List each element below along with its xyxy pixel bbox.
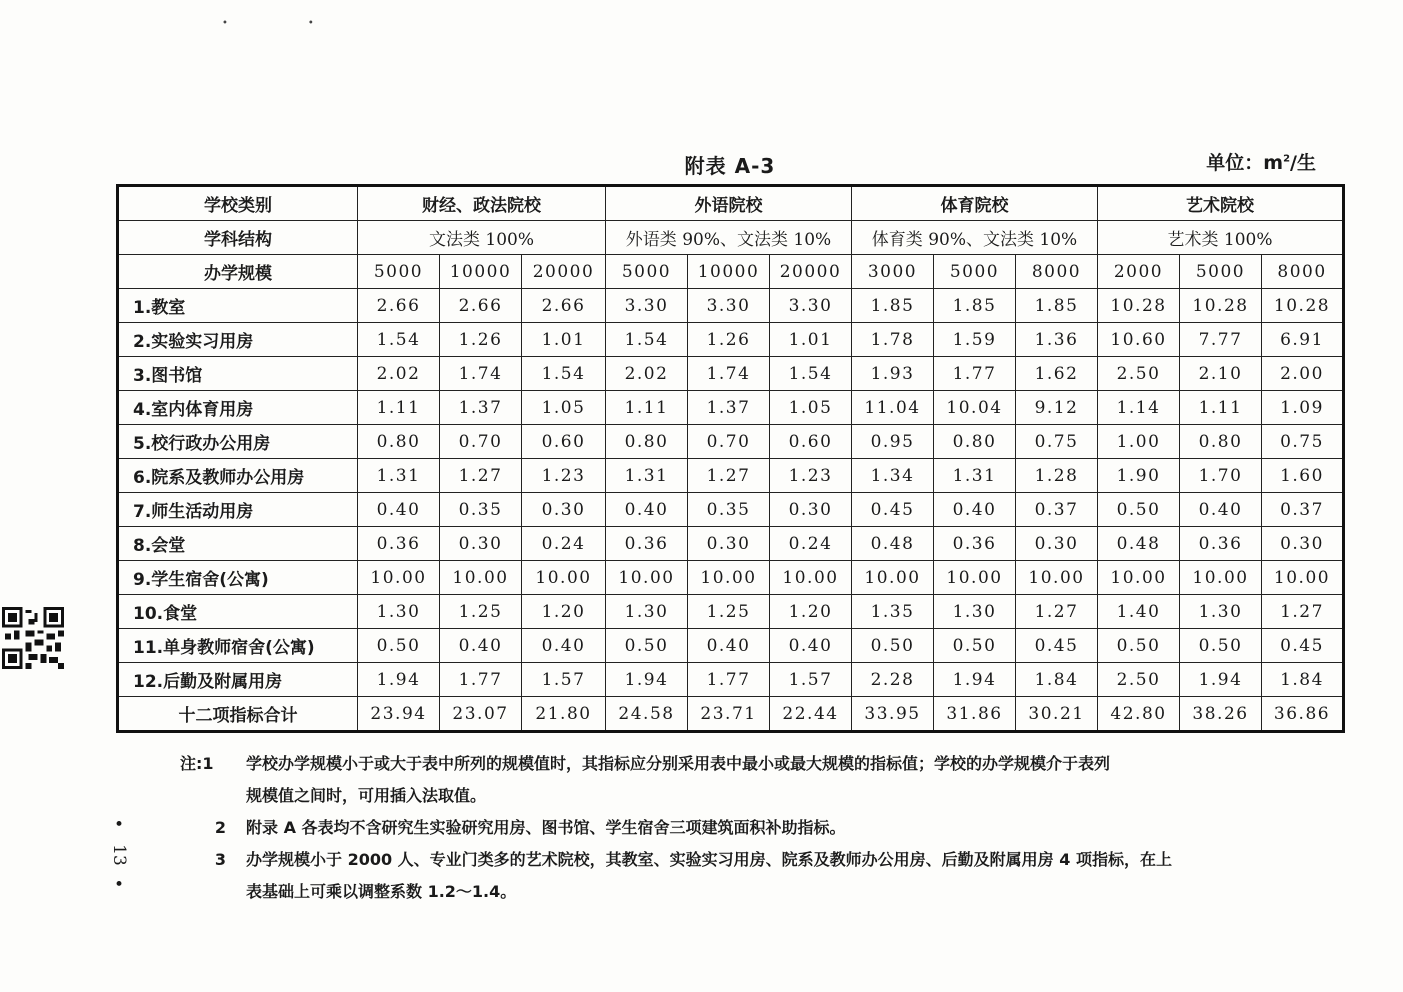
- value-cell: 1.20: [522, 595, 606, 629]
- row-label: 9.学生宿舍(公寓): [118, 561, 358, 595]
- total-value-cell: 23.94: [358, 697, 440, 732]
- row-label: 7.师生活动用房: [118, 493, 358, 527]
- value-cell: 0.50: [934, 629, 1016, 663]
- scale-cell: 10000: [440, 255, 522, 289]
- value-cell: 1.77: [688, 663, 770, 697]
- value-cell: 0.40: [440, 629, 522, 663]
- table-row: [118, 289, 1344, 323]
- value-cell: 10.28: [1180, 289, 1262, 323]
- value-cell: 10.00: [934, 561, 1016, 595]
- value-cell: 0.60: [770, 425, 852, 459]
- category-cell: 财经、政法院校: [358, 186, 606, 221]
- value-cell: 0.70: [440, 425, 522, 459]
- note-line: 附录 A 各表均不含研究生实验研究用房、图书馆、学生宿舍三项建筑面积补助指标。: [246, 818, 846, 837]
- value-cell: 1.00: [1098, 425, 1180, 459]
- value-cell: 1.30: [358, 595, 440, 629]
- value-cell: 1.30: [1180, 595, 1262, 629]
- row-label: 6.院系及教师办公用房: [118, 459, 358, 493]
- value-cell: 1.37: [688, 391, 770, 425]
- value-cell: 1.28: [1016, 459, 1098, 493]
- note-number: 注:1: [180, 754, 214, 773]
- unit-sup: 2: [1283, 153, 1291, 165]
- value-cell: 2.10: [1180, 357, 1262, 391]
- total-value-cell: 33.95: [852, 697, 934, 732]
- total-value-cell: 24.58: [606, 697, 688, 732]
- value-cell: 1.60: [1262, 459, 1344, 493]
- value-cell: 3.30: [770, 289, 852, 323]
- total-value-cell: 23.07: [440, 697, 522, 732]
- value-cell: 10.00: [1016, 561, 1098, 595]
- scale-cell: 5000: [1180, 255, 1262, 289]
- value-cell: 1.84: [1016, 663, 1098, 697]
- value-cell: 1.78: [852, 323, 934, 357]
- value-cell: 1.57: [522, 663, 606, 697]
- value-cell: 0.50: [358, 629, 440, 663]
- scale-cell: 5000: [358, 255, 440, 289]
- value-cell: 1.94: [606, 663, 688, 697]
- category-cell: 外语院校: [606, 186, 852, 221]
- value-cell: 1.14: [1098, 391, 1180, 425]
- scan-specks: • •: [222, 18, 314, 29]
- total-label: 十二项指标合计: [118, 697, 358, 732]
- value-cell: 0.80: [606, 425, 688, 459]
- note-number: 2: [214, 818, 226, 837]
- value-cell: 0.37: [1016, 493, 1098, 527]
- scale-cell: 3000: [852, 255, 934, 289]
- page-number: [104, 815, 134, 895]
- value-cell: 0.40: [1180, 493, 1262, 527]
- area-index-table: [116, 184, 1345, 733]
- value-cell: 1.27: [688, 459, 770, 493]
- scale-cell: 20000: [770, 255, 852, 289]
- qr-code-icon: [2, 607, 64, 669]
- note-line: 表基础上可乘以调整系数 1.2～1.4。: [246, 882, 517, 901]
- value-cell: 1.31: [358, 459, 440, 493]
- value-cell: 1.85: [1016, 289, 1098, 323]
- value-cell: 0.30: [1262, 527, 1344, 561]
- value-cell: 0.60: [522, 425, 606, 459]
- value-cell: 1.26: [688, 323, 770, 357]
- value-cell: 3.30: [606, 289, 688, 323]
- row-label: 3.图书馆: [118, 357, 358, 391]
- scale-cell: 8000: [1016, 255, 1098, 289]
- value-cell: 9.12: [1016, 391, 1098, 425]
- value-cell: 0.75: [1262, 425, 1344, 459]
- value-cell: 0.36: [1180, 527, 1262, 561]
- total-row: [118, 697, 1344, 732]
- value-cell: 0.40: [770, 629, 852, 663]
- value-cell: 1.59: [934, 323, 1016, 357]
- row-label: 8.会堂: [118, 527, 358, 561]
- table-row: [118, 425, 1344, 459]
- header-label: 办学规模: [118, 255, 358, 289]
- unit-prefix: 单位：m: [1206, 152, 1284, 174]
- value-cell: 0.80: [934, 425, 1016, 459]
- note-item: [180, 844, 1320, 908]
- note-line: 学校办学规模小于或大于表中所列的规模值时，其指标应分别采用表中最小或最大规模的指标值；学校的办学规模介于表列: [246, 754, 1111, 773]
- value-cell: 10.28: [1262, 289, 1344, 323]
- value-cell: 3.30: [688, 289, 770, 323]
- value-cell: 10.00: [688, 561, 770, 595]
- value-cell: 1.27: [1262, 595, 1344, 629]
- value-cell: 1.54: [522, 357, 606, 391]
- row-label: 5.校行政办公用房: [118, 425, 358, 459]
- value-cell: 1.27: [440, 459, 522, 493]
- value-cell: 0.45: [1016, 629, 1098, 663]
- value-cell: 0.50: [1098, 629, 1180, 663]
- value-cell: 10.00: [358, 561, 440, 595]
- value-cell: 1.94: [934, 663, 1016, 697]
- value-cell: 0.24: [522, 527, 606, 561]
- value-cell: 0.45: [1262, 629, 1344, 663]
- header-row-category: [118, 186, 1344, 221]
- value-cell: 10.00: [522, 561, 606, 595]
- total-value-cell: 31.86: [934, 697, 1016, 732]
- note-line: 规模值之间时，可用插入法取值。: [246, 786, 487, 805]
- value-cell: 0.36: [358, 527, 440, 561]
- value-cell: 2.02: [606, 357, 688, 391]
- value-cell: 11.04: [852, 391, 934, 425]
- row-label: 12.后勤及附属用房: [118, 663, 358, 697]
- value-cell: 1.70: [1180, 459, 1262, 493]
- value-cell: 10.00: [1180, 561, 1262, 595]
- value-cell: 0.40: [522, 629, 606, 663]
- value-cell: 1.31: [606, 459, 688, 493]
- note-line: 办学规模小于 2000 人、专业门类多的艺术院校，其教室、实验实习用房、院系及教师办公用房、后勤及附属用房 4 项指标，在上: [246, 850, 1172, 869]
- value-cell: 10.00: [1262, 561, 1344, 595]
- row-label: 1.教室: [118, 289, 358, 323]
- value-cell: 0.24: [770, 527, 852, 561]
- structure-cell: 艺术类 100%: [1098, 221, 1344, 255]
- value-cell: 10.28: [1098, 289, 1180, 323]
- scale-cell: 8000: [1262, 255, 1344, 289]
- row-label: 2.实验实习用房: [118, 323, 358, 357]
- total-value-cell: 30.21: [1016, 697, 1098, 732]
- value-cell: 2.50: [1098, 663, 1180, 697]
- value-cell: 2.66: [440, 289, 522, 323]
- value-cell: 0.80: [358, 425, 440, 459]
- scale-cell: 20000: [522, 255, 606, 289]
- value-cell: 1.25: [440, 595, 522, 629]
- value-cell: 1.11: [358, 391, 440, 425]
- total-value-cell: 22.44: [770, 697, 852, 732]
- value-cell: 1.11: [1180, 391, 1262, 425]
- header-row-scale: [118, 255, 1344, 289]
- value-cell: 1.37: [440, 391, 522, 425]
- table-row: [118, 459, 1344, 493]
- value-cell: 0.50: [852, 629, 934, 663]
- value-cell: 0.30: [688, 527, 770, 561]
- value-cell: 1.01: [522, 323, 606, 357]
- value-cell: 0.40: [358, 493, 440, 527]
- value-cell: 1.11: [606, 391, 688, 425]
- value-cell: 0.37: [1262, 493, 1344, 527]
- value-cell: 7.77: [1180, 323, 1262, 357]
- scale-cell: 10000: [688, 255, 770, 289]
- value-cell: 10.60: [1098, 323, 1180, 357]
- structure-cell: 文法类 100%: [358, 221, 606, 255]
- category-cell: 艺术院校: [1098, 186, 1344, 221]
- value-cell: 2.28: [852, 663, 934, 697]
- note-item: [180, 812, 1320, 844]
- value-cell: 1.36: [1016, 323, 1098, 357]
- table-row: [118, 527, 1344, 561]
- table-row: [118, 493, 1344, 527]
- value-cell: 0.30: [770, 493, 852, 527]
- value-cell: 1.30: [934, 595, 1016, 629]
- page-dot: •: [113, 815, 125, 835]
- value-cell: 1.31: [934, 459, 1016, 493]
- value-cell: 10.00: [770, 561, 852, 595]
- structure-cell: 外语类 90%、文法类 10%: [606, 221, 852, 255]
- page-number-text: 13: [109, 844, 129, 866]
- value-cell: 10.00: [440, 561, 522, 595]
- value-cell: 1.25: [688, 595, 770, 629]
- value-cell: 0.50: [1180, 629, 1262, 663]
- value-cell: 0.35: [688, 493, 770, 527]
- value-cell: 0.80: [1180, 425, 1262, 459]
- value-cell: 0.40: [688, 629, 770, 663]
- value-cell: 10.00: [606, 561, 688, 595]
- row-label: 10.食堂: [118, 595, 358, 629]
- value-cell: 2.66: [522, 289, 606, 323]
- value-cell: 1.27: [1016, 595, 1098, 629]
- value-cell: 1.05: [770, 391, 852, 425]
- value-cell: 0.30: [440, 527, 522, 561]
- value-cell: 0.40: [934, 493, 1016, 527]
- value-cell: 1.30: [606, 595, 688, 629]
- value-cell: 6.91: [1262, 323, 1344, 357]
- value-cell: 0.75: [1016, 425, 1098, 459]
- header-label: 学科结构: [118, 221, 358, 255]
- structure-cell: 体育类 90%、文法类 10%: [852, 221, 1098, 255]
- row-label: 11.单身教师宿舍(公寓): [118, 629, 358, 663]
- value-cell: 0.70: [688, 425, 770, 459]
- table-row: [118, 561, 1344, 595]
- header-row-structure: [118, 221, 1344, 255]
- header-label: 学校类别: [118, 186, 358, 221]
- value-cell: 1.90: [1098, 459, 1180, 493]
- unit-suffix: /生: [1290, 152, 1316, 174]
- table-title: 附表 A-3: [684, 154, 776, 178]
- row-label: 4.室内体育用房: [118, 391, 358, 425]
- value-cell: 10.00: [1098, 561, 1180, 595]
- unit-label: [1140, 148, 1316, 175]
- value-cell: 0.45: [852, 493, 934, 527]
- page-dot: •: [113, 875, 125, 895]
- value-cell: 0.48: [1098, 527, 1180, 561]
- value-cell: 1.85: [934, 289, 1016, 323]
- value-cell: 1.23: [770, 459, 852, 493]
- value-cell: 0.95: [852, 425, 934, 459]
- value-cell: 0.40: [606, 493, 688, 527]
- value-cell: 1.54: [606, 323, 688, 357]
- value-cell: 2.02: [358, 357, 440, 391]
- value-cell: 0.36: [606, 527, 688, 561]
- value-cell: 1.94: [358, 663, 440, 697]
- table-row: [118, 629, 1344, 663]
- value-cell: 1.54: [358, 323, 440, 357]
- value-cell: 0.36: [934, 527, 1016, 561]
- table-row: [118, 595, 1344, 629]
- total-value-cell: 36.86: [1262, 697, 1344, 732]
- value-cell: 1.62: [1016, 357, 1098, 391]
- value-cell: 0.48: [852, 527, 934, 561]
- table-row: [118, 663, 1344, 697]
- value-cell: 10.00: [852, 561, 934, 595]
- total-value-cell: 21.80: [522, 697, 606, 732]
- value-cell: 1.26: [440, 323, 522, 357]
- scale-cell: 5000: [606, 255, 688, 289]
- value-cell: 1.74: [688, 357, 770, 391]
- value-cell: 0.35: [440, 493, 522, 527]
- value-cell: 1.09: [1262, 391, 1344, 425]
- value-cell: 1.01: [770, 323, 852, 357]
- total-value-cell: 42.80: [1098, 697, 1180, 732]
- value-cell: 0.30: [1016, 527, 1098, 561]
- note-item: [180, 748, 1320, 812]
- value-cell: 1.74: [440, 357, 522, 391]
- value-cell: 1.84: [1262, 663, 1344, 697]
- category-cell: 体育院校: [852, 186, 1098, 221]
- table-row: [118, 391, 1344, 425]
- value-cell: 1.35: [852, 595, 934, 629]
- value-cell: 0.30: [522, 493, 606, 527]
- value-cell: 1.57: [770, 663, 852, 697]
- total-value-cell: 38.26: [1180, 697, 1262, 732]
- notes-section: [180, 748, 1320, 908]
- value-cell: 2.00: [1262, 357, 1344, 391]
- value-cell: 10.04: [934, 391, 1016, 425]
- value-cell: 1.40: [1098, 595, 1180, 629]
- scale-cell: 5000: [934, 255, 1016, 289]
- value-cell: 1.54: [770, 357, 852, 391]
- scale-cell: 2000: [1098, 255, 1180, 289]
- value-cell: 0.50: [606, 629, 688, 663]
- value-cell: 1.20: [770, 595, 852, 629]
- value-cell: 0.50: [1098, 493, 1180, 527]
- value-cell: 1.77: [934, 357, 1016, 391]
- value-cell: 1.85: [852, 289, 934, 323]
- note-number: 3: [214, 850, 226, 869]
- table-row: [118, 323, 1344, 357]
- value-cell: 1.77: [440, 663, 522, 697]
- value-cell: 1.23: [522, 459, 606, 493]
- table-row: [118, 357, 1344, 391]
- value-cell: 1.94: [1180, 663, 1262, 697]
- value-cell: 1.93: [852, 357, 934, 391]
- value-cell: 2.50: [1098, 357, 1180, 391]
- value-cell: 1.34: [852, 459, 934, 493]
- total-value-cell: 23.71: [688, 697, 770, 732]
- value-cell: 2.66: [358, 289, 440, 323]
- value-cell: 1.05: [522, 391, 606, 425]
